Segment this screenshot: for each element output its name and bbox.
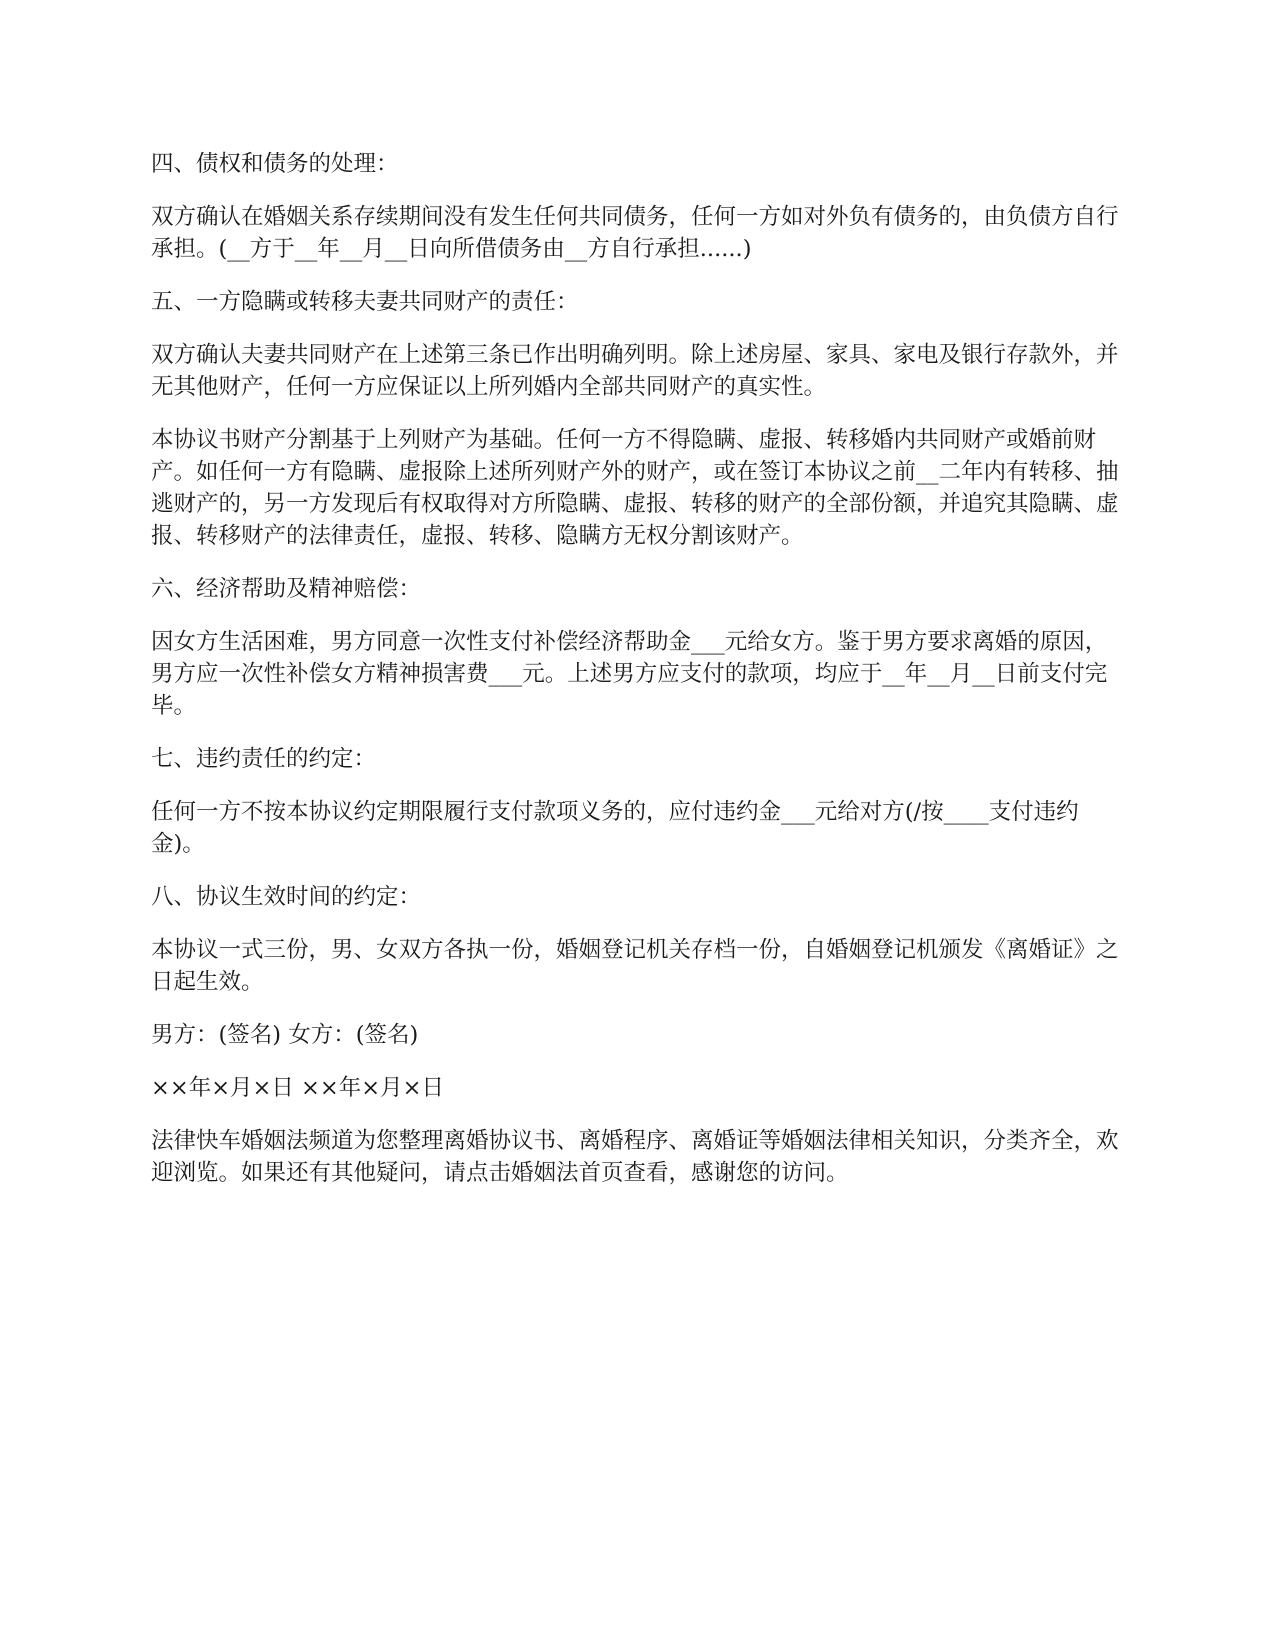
- paragraph-compensation: 因女方生活困难，男方同意一次性支付补偿经济帮助金___元给女方。鉴于男方要求离婚的原因，男方应一次性补偿女方精神损害费___元。上述男方应支付的款项，均应于__年__月__日前支付完毕。: [151, 629, 1108, 719]
- paragraph-breach: 任何一方不按本协议约定期限履行支付款项义务的，应付违约金___元给对方(/按____支付违约金)。: [151, 799, 1079, 857]
- paragraph-property-confirmation: 双方确认夫妻共同财产在上述第三条已作出明确列明。除上述房屋、家具、家电及银行存款外，并无其他财产，任何一方应保证以上所列婚内全部共同财产的真实性。: [151, 342, 1119, 400]
- section-heading-breach: 七、违约责任的约定：: [151, 746, 377, 772]
- paragraph-property-division: 本协议书财产分割基于上列财产为基础。任何一方不得隐瞒、虚报、转移婚内共同财产或婚前财产。如任何一方有隐瞒、虚报除上述所列财产外的财产，或在签订本协议之前__二年内有转移、抽逃财产的，另一方发现后有权取得对方所隐瞒、虚报、转移的财产的全部份额，并追究其隐瞒、虚报、转移财产的法律责任，虚报、转移、隐瞒方无权分割该财产。: [151, 427, 1119, 549]
- section-heading-concealment: 五、一方隐瞒或转移夫妻共同财产的责任：: [151, 289, 579, 315]
- section-heading-compensation: 六、经济帮助及精神赔偿：: [151, 576, 422, 602]
- section-heading-effective-date: 八、协议生效时间的约定：: [151, 884, 422, 910]
- section-heading-debts: 四、债权和债务的处理：: [151, 151, 399, 177]
- document-body: [151, 148, 1126, 1210]
- date-line: ××年×月×日 ××年×月×日: [151, 1075, 444, 1101]
- paragraph-effective-date: 本协议一式三份，男、女双方各执一份，婚姻登记机关存档一份，自婚姻登记机颁发《离婚证》之日起生效。: [151, 937, 1119, 995]
- paragraph-debts: 双方确认在婚姻关系存续期间没有发生任何共同债务，任何一方如对外负有债务的，由负债方自行承担。(__方于__年__月__日向所借债务由__方自行承担......): [151, 204, 1119, 262]
- signature-line: 男方：(签名) 女方：(签名): [151, 1022, 419, 1048]
- footer-note: 法律快车婚姻法频道为您整理离婚协议书、离婚程序、离婚证等婚姻法律相关知识，分类齐全，欢迎浏览。如果还有其他疑问，请点击婚姻法首页查看，感谢您的访问。: [151, 1128, 1119, 1186]
